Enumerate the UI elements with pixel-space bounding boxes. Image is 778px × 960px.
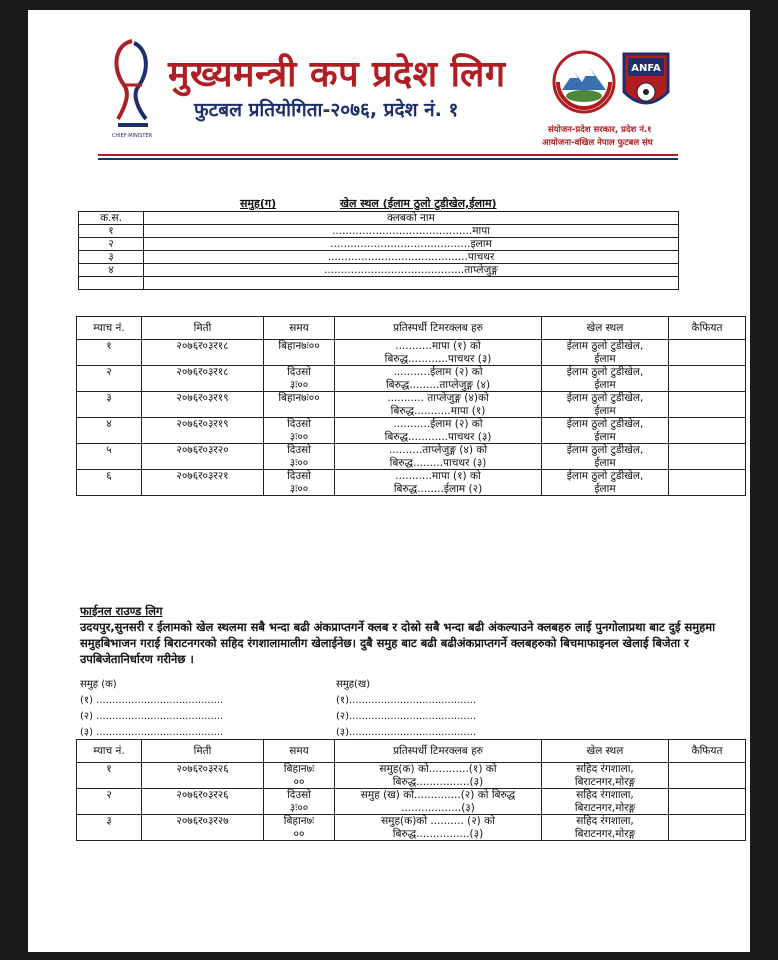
club-number: २ xyxy=(79,238,144,251)
table-row xyxy=(77,418,746,444)
match-time-line-2: ३ः०० xyxy=(289,456,309,469)
match-time-line-2: ३ः०० xyxy=(289,430,309,443)
match-remarks xyxy=(669,815,746,841)
logo-caption: CHIEF MINISTER xyxy=(111,133,153,139)
venue-label xyxy=(340,196,497,211)
match-venue-line-1: ईलाम ठुलो टुडीखेल, xyxy=(566,444,644,456)
match-time-line-1: दिउसो xyxy=(287,470,311,482)
match-time xyxy=(264,366,335,392)
group-a-slot: (१) ........................................ xyxy=(80,695,224,706)
match-team-line-1: ...........ईलाम (२) को xyxy=(393,366,483,378)
match-venue-line-1: सहिद रंगशाला, xyxy=(576,789,634,801)
match-teams xyxy=(335,392,542,418)
match-time-line-2: ०० xyxy=(293,827,305,840)
match-team-line-2: बिरुद्ध................(३) xyxy=(392,775,484,788)
match-team-line-2: ..................(३) xyxy=(401,801,475,814)
column-header: प्रतिस्पर्धी टिमरक्लब हरु xyxy=(335,740,542,763)
group-b-slot: (२)........................................ xyxy=(336,711,477,722)
match-venue-line-2: ईलाम xyxy=(594,404,616,417)
table-row xyxy=(79,264,679,277)
match-remarks xyxy=(669,789,746,815)
club-name: ..........................................मापा xyxy=(144,225,679,238)
match-time-line-2: ३ः०० xyxy=(289,378,309,391)
table-row xyxy=(79,225,679,238)
match-venue-line-2: ईलाम xyxy=(594,378,616,391)
table-row xyxy=(79,251,679,264)
match-number: २ xyxy=(77,366,142,392)
anfa-logo xyxy=(620,48,672,116)
group-b-slot: (३)........................................ xyxy=(336,727,477,738)
matches-table-header xyxy=(77,317,746,340)
match-number: ५ xyxy=(77,444,142,470)
match-team-line-2: बिरुद्ध................(३) xyxy=(392,827,484,840)
match-team-line-1: समुह(क)को .......... (२) को xyxy=(381,815,495,827)
table-row xyxy=(77,763,746,789)
table-row xyxy=(77,340,746,366)
match-time-line-1: दिउसो xyxy=(287,789,311,801)
match-time xyxy=(264,340,335,366)
match-number: ३ xyxy=(77,392,142,418)
match-teams xyxy=(335,418,542,444)
table-row xyxy=(77,444,746,470)
match-team-line-2: बिरुद्ध............पाचथर (३) xyxy=(384,430,492,443)
match-time xyxy=(264,470,335,496)
match-date: २०७६र०३र२७ xyxy=(142,815,264,841)
group-b-label: समुह(ख) xyxy=(336,679,371,690)
match-venue-line-2: ईलाम xyxy=(594,482,616,495)
group-matches-table xyxy=(76,316,746,496)
match-venue xyxy=(542,366,669,392)
clubs-table xyxy=(78,211,679,290)
match-date: २०७६र०३र१८ xyxy=(142,340,264,366)
match-time-line-2: ३ः०० xyxy=(289,801,309,814)
match-time-line-1: दिउसो xyxy=(287,444,311,456)
match-time-line-2: ३ः०० xyxy=(289,482,309,495)
match-time xyxy=(264,418,335,444)
match-remarks xyxy=(669,418,746,444)
match-number: ३ xyxy=(77,815,142,841)
match-venue-line-2: बिराटनगर,मोरङ्ग xyxy=(574,801,636,814)
match-time xyxy=(264,444,335,470)
organizer-line-1: संयोजन-प्रदेश सरकार, प्रदेश नं.१ xyxy=(548,125,652,135)
match-time xyxy=(264,763,335,789)
match-venue-line-2: ईलाम xyxy=(594,430,616,443)
group-a-slot: (२) ........................................ xyxy=(80,711,224,722)
match-teams xyxy=(335,366,542,392)
club-number: ४ xyxy=(79,264,144,277)
match-venue xyxy=(542,763,669,789)
match-date: २०७६र०३र२१ xyxy=(142,470,264,496)
match-remarks xyxy=(669,470,746,496)
match-teams xyxy=(335,470,542,496)
column-header: क्लबको नाम xyxy=(144,212,679,225)
match-time-line-1: बिहान७ः xyxy=(283,815,315,827)
match-number: १ xyxy=(77,340,142,366)
match-team-line-1: ...........मापा (१) को xyxy=(395,470,481,482)
match-venue xyxy=(542,470,669,496)
table-row xyxy=(79,238,679,251)
match-team-line-2: बिरुद्ध...........मापा (१) xyxy=(390,404,486,417)
column-header: क.स. xyxy=(79,212,144,225)
club-number: ३ xyxy=(79,251,144,264)
column-header: समय xyxy=(264,740,335,763)
match-venue xyxy=(542,815,669,841)
table-row xyxy=(77,789,746,815)
group-b-slot: (१)........................................ xyxy=(336,695,477,706)
document-page xyxy=(28,10,750,952)
clubs-table-header xyxy=(79,212,679,225)
club-name: ..........................................इलाम xyxy=(144,238,679,251)
club-name: ..........................................ताप्लेजुङ्ग xyxy=(144,264,679,277)
match-time-line-1: बिहान७ः xyxy=(283,763,315,775)
match-remarks xyxy=(669,366,746,392)
match-team-line-1: समुह(क) को............(१) को xyxy=(379,763,497,775)
organizer-line-2: आयोजना-वखिल नेपाल फुटबल संघ xyxy=(542,138,653,148)
match-date: २०७६र०३र१९ xyxy=(142,418,264,444)
match-venue-line-2: ईलाम xyxy=(594,352,616,365)
match-team-line-1: ........... ताप्लेजुङ्ग (४)को xyxy=(387,392,489,404)
match-venue-line-2: बिराटनगर,मोरङ्ग xyxy=(574,775,636,788)
match-time-line-1: दिउसो xyxy=(287,366,311,378)
match-teams xyxy=(335,763,542,789)
group-label-text: समुह(ग) xyxy=(240,197,277,210)
venue-label-text: खेल स्थल (ईलाम ठुलो टुडीखेल,ईलाम) xyxy=(340,197,497,210)
column-header: समय xyxy=(264,317,335,340)
match-venue-line-1: सहिद रंगशाला, xyxy=(576,763,634,775)
table-row xyxy=(77,470,746,496)
column-header: खेल स्थल xyxy=(542,317,669,340)
match-teams xyxy=(335,444,542,470)
match-remarks xyxy=(669,763,746,789)
match-venue xyxy=(542,444,669,470)
club-name: ..........................................पाचथर xyxy=(144,251,679,264)
table-row xyxy=(77,392,746,418)
match-remarks xyxy=(669,392,746,418)
match-number: २ xyxy=(77,789,142,815)
page-subtitle: फुटबल प्रतियोगिता-२०७६, प्रदेश नं. १ xyxy=(194,99,459,121)
match-date: २०७६र०३र२० xyxy=(142,444,264,470)
matches-table-header xyxy=(77,740,746,763)
match-time-line-1: दिउसो xyxy=(287,418,311,430)
match-number: ४ xyxy=(77,418,142,444)
match-date: २०७६र०३र१८ xyxy=(142,366,264,392)
match-venue-line-1: ईलाम ठुलो टुडीखेल, xyxy=(566,418,644,430)
column-header: प्रतिस्पर्धी टिमरक्लब हरु xyxy=(335,317,542,340)
match-team-line-1: ...........मापा (१) को xyxy=(395,340,481,352)
final-round-heading: फाईनल राउण्ड लिग xyxy=(80,604,163,618)
match-time-line-1: बिहान७ः०० xyxy=(278,392,320,404)
match-teams xyxy=(335,815,542,841)
match-remarks xyxy=(669,340,746,366)
match-time xyxy=(264,392,335,418)
chief-minister-cup-logo xyxy=(104,35,160,150)
match-venue-line-2: ईलाम xyxy=(594,456,616,469)
match-team-line-2: बिरुद्ध........ईलाम (२) xyxy=(393,482,483,495)
match-venue xyxy=(542,340,669,366)
table-row xyxy=(77,815,746,841)
match-team-line-1: ..........ताप्लेजुङ्ग (४) को xyxy=(388,444,488,456)
match-venue-line-1: ईलाम ठुलो टुडीखेल, xyxy=(566,392,644,404)
match-teams xyxy=(335,340,542,366)
match-teams xyxy=(335,789,542,815)
final-round-description: उदयपुर,सुनसरी र ईलामको खेल स्थलमा सबै भन्दा बढी अंकप्राप्तगर्ने क्लब र दोस्रो सबै भन्दा बढी अंकल्याउने क्लबहरु लाई पुनगोलाप्रथा बाट दुई समुहमा समुहबिभाजन गराई बिराटनगरको सहिद रंगशालामालीग खेलाईनेछ। दुबै समुह बाट बढी बढीअंकप्राप्तगर्ने क्लबहरुको बिचमाफाइनल खेलाई बिजेता र उपबिजेतानिर्धारण गरीनेछ । xyxy=(80,620,716,666)
match-venue-line-1: सहिद रंगशाला, xyxy=(576,815,634,827)
match-time-line-1: बिहान७ः०० xyxy=(278,340,320,352)
province-emblem-icon xyxy=(552,50,616,114)
column-header: मिती xyxy=(142,740,264,763)
match-team-line-2: बिरुद्ध.........पाचथर (३) xyxy=(389,456,487,469)
column-header: खेल स्थल xyxy=(542,740,669,763)
final-matches-table xyxy=(76,739,746,841)
match-date: २०७६र०३र२६ xyxy=(142,789,264,815)
match-time xyxy=(264,815,335,841)
match-team-line-2: बिरुद्ध.........ताप्लेजुङ्ग (४) xyxy=(385,378,491,391)
match-date: २०७६र०३र१९ xyxy=(142,392,264,418)
column-header: कैफियत xyxy=(669,317,746,340)
group-a-label: समुह (क) xyxy=(80,679,117,690)
match-venue-line-1: ईलाम ठुलो टुडीखेल, xyxy=(566,340,644,352)
group-label xyxy=(240,196,276,211)
column-header: मिती xyxy=(142,317,264,340)
page-title: मुख्यमन्त्री कप प्रदेश लिग xyxy=(168,54,506,95)
club-number: १ xyxy=(79,225,144,238)
table-row-empty xyxy=(79,277,679,290)
match-team-line-1: ...........ईलाम (२) को xyxy=(393,418,483,430)
header-rule-blue xyxy=(98,158,678,160)
match-venue-line-1: ईलाम ठुलो टुडीखेल, xyxy=(566,470,644,482)
match-time-line-2: ०० xyxy=(293,775,305,788)
match-venue xyxy=(542,392,669,418)
match-venue-line-2: बिराटनगर,मोरङ्ग xyxy=(574,827,636,840)
anfa-logo-text: ANFA xyxy=(631,63,661,74)
match-venue-line-1: ईलाम ठुलो टुडीखेल, xyxy=(566,366,644,378)
match-team-line-1: समुह (ख) को..............(२) को बिरुद्ध xyxy=(360,789,516,801)
match-venue xyxy=(542,789,669,815)
match-time xyxy=(264,789,335,815)
match-number: ६ xyxy=(77,470,142,496)
column-header: कैफियत xyxy=(669,740,746,763)
match-date: २०७६र०३र२६ xyxy=(142,763,264,789)
match-venue xyxy=(542,418,669,444)
table-row xyxy=(77,366,746,392)
match-remarks xyxy=(669,444,746,470)
group-a-slot: (३) ........................................ xyxy=(80,727,224,738)
header-rule-red xyxy=(98,154,678,156)
match-team-line-2: बिरुद्ध............पाचथर (३) xyxy=(384,352,492,365)
column-header: म्याच नं. xyxy=(77,740,142,763)
column-header: म्याच नं. xyxy=(77,317,142,340)
match-number: १ xyxy=(77,763,142,789)
